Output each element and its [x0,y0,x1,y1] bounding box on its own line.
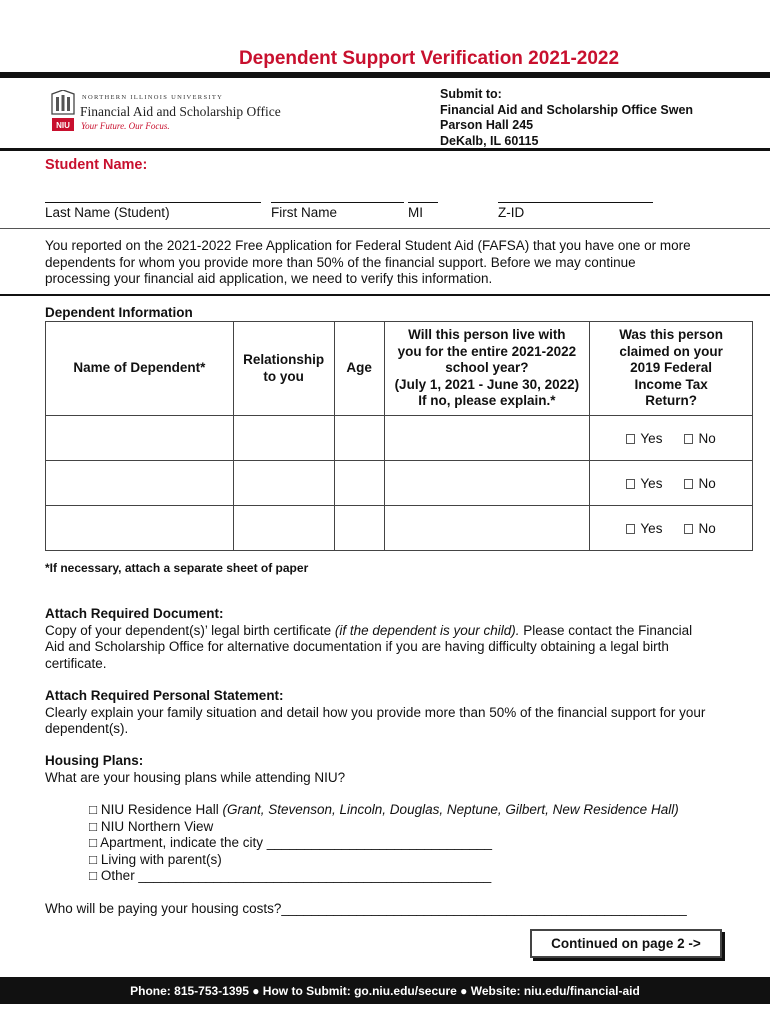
table-header-row [46,322,753,416]
zid-label: Z-ID [498,205,525,220]
checkbox-icon[interactable]: □ [89,868,98,883]
submit-heading: Submit to: [440,87,502,101]
housing-heading: Housing Plans: [45,753,144,768]
submit-line-2: Parson Hall 245 [440,118,534,132]
niu-logo [50,90,310,134]
housing-section [45,753,735,786]
col-claimed-header: Was this person claimed on your 2019 Federal Income Tax Return? [590,322,753,416]
yes-checkbox[interactable] [626,479,635,489]
option-living-with-parents[interactable]: □ Living with parent(s) [89,851,222,867]
claimed-cell [590,416,753,461]
first-name-label: First Name [271,205,338,220]
col-live-header: Will this person live with you for the entire 2021-2022 school year? (July 1, 2021 - June 30, 2022) If no, please explain.* [384,322,590,416]
col-name-header: Name of Dependent* [46,322,234,416]
age-cell[interactable] [334,506,384,551]
housing-options [89,802,679,885]
option-northern-view[interactable]: □ NIU Northern View [89,818,214,834]
footer-contact: Phone: 815-753-1395 ● How to Submit: go.niu.edu/secure ● Website: niu.edu/financial-aid [130,983,640,998]
document-heading: Attach Required Document: [45,606,224,621]
relationship-cell[interactable] [233,461,334,506]
last-name-field[interactable] [45,202,261,203]
submit-line-3: DeKalb, IL 60115 [440,133,539,148]
no-option[interactable]: No [684,431,715,446]
section-divider [0,228,770,229]
claimed-cell [590,461,753,506]
table-footnote: *If necessary, attach a separate sheet of paper [45,561,309,575]
checkbox-icon[interactable]: □ [89,835,98,850]
last-name-label: Last Name (Student) [45,205,170,220]
submit-address [440,87,693,149]
live-cell[interactable] [384,461,590,506]
header-divider [0,72,770,78]
checkbox-icon[interactable]: □ [89,818,98,834]
table-row [46,506,753,551]
yes-option[interactable]: Yes [626,431,662,446]
dependent-info-heading: Dependent Information [45,305,193,320]
statement-section: Attach Required Personal Statement: Clearly explain your family situation and detail how you provide more than 50% of the financial support for your dependent(s). [45,688,735,738]
intro-paragraph: You reported on the 2021-2022 Free Application for Federal Student Aid (FAFSA) that you have one or more dependents for whom you provide more than 50% of the financial support. Before we may continue processing your financial aid application, we need to verify this information. [45,238,691,286]
section-divider [0,294,770,296]
logo-office: Financial Aid and Scholarship Office [80,104,281,119]
page-title: Dependent Support Verification 2021-2022 [238,48,620,69]
no-option[interactable]: No [684,476,715,491]
yes-checkbox[interactable] [626,524,635,534]
relationship-cell[interactable] [233,506,334,551]
claimed-cell [590,506,753,551]
logo-university: NORTHERN ILLINOIS UNIVERSITY [82,94,224,101]
mi-label: MI [408,205,423,220]
option-residence-hall[interactable]: □ NIU Residence Hall (Grant, Stevenson, Lincoln, Douglas, Neptune, Gilbert, New Residence Hall) [89,802,679,817]
age-cell[interactable] [334,416,384,461]
no-checkbox[interactable] [684,434,693,444]
statement-heading: Attach Required Personal Statement: [45,688,284,703]
svg-text:NIU: NIU [56,121,70,130]
yes-option[interactable]: Yes [626,476,662,491]
submit-line-1: Financial Aid and Scholarship Office Swen [440,102,694,117]
no-option[interactable]: No [684,521,715,536]
student-name-heading: Student Name: [45,157,148,173]
age-cell[interactable] [334,461,384,506]
relationship-cell[interactable] [233,416,334,461]
checkbox-icon[interactable]: □ [89,851,98,867]
continued-on-page-2: Continued on page 2 -> [530,929,722,958]
logo-tagline: Your Future. Our Focus. [81,121,170,131]
option-apartment[interactable]: □ Apartment, indicate the city ______________________________ [89,835,492,850]
document-section: Attach Required Document: Copy of your dependent(s)’ legal birth certificate (if the dependent is your child). Please contact the Financial Aid and Scholarship Office for alternative documentation if you are having difficulty obtaining a legal birth certificate. [45,606,735,672]
housing-costs-question: Who will be paying your housing costs?______________________________________________________ [45,901,687,916]
footer-bar [0,977,770,1004]
first-name-field[interactable] [271,202,404,203]
niu-seal-icon [50,90,76,132]
yes-checkbox[interactable] [626,434,635,444]
yes-option[interactable]: Yes [626,521,662,536]
table-row [46,461,753,506]
checkbox-icon[interactable]: □ [89,802,98,817]
col-relationship-header: Relationship to you [233,322,334,416]
dependent-name-cell[interactable] [46,416,234,461]
live-cell[interactable] [384,506,590,551]
mi-field[interactable] [408,202,438,203]
table-row [46,416,753,461]
col-age-header: Age [334,322,384,416]
section-divider [0,148,770,151]
no-checkbox[interactable] [684,524,693,534]
dependent-name-cell[interactable] [46,506,234,551]
dependent-table [45,321,753,551]
live-cell[interactable] [384,416,590,461]
housing-question: What are your housing plans while attending NIU? [45,769,346,785]
zid-field[interactable] [498,202,653,203]
option-other[interactable]: □ Other _______________________________________________ [89,868,492,883]
no-checkbox[interactable] [684,479,693,489]
dependent-name-cell[interactable] [46,461,234,506]
